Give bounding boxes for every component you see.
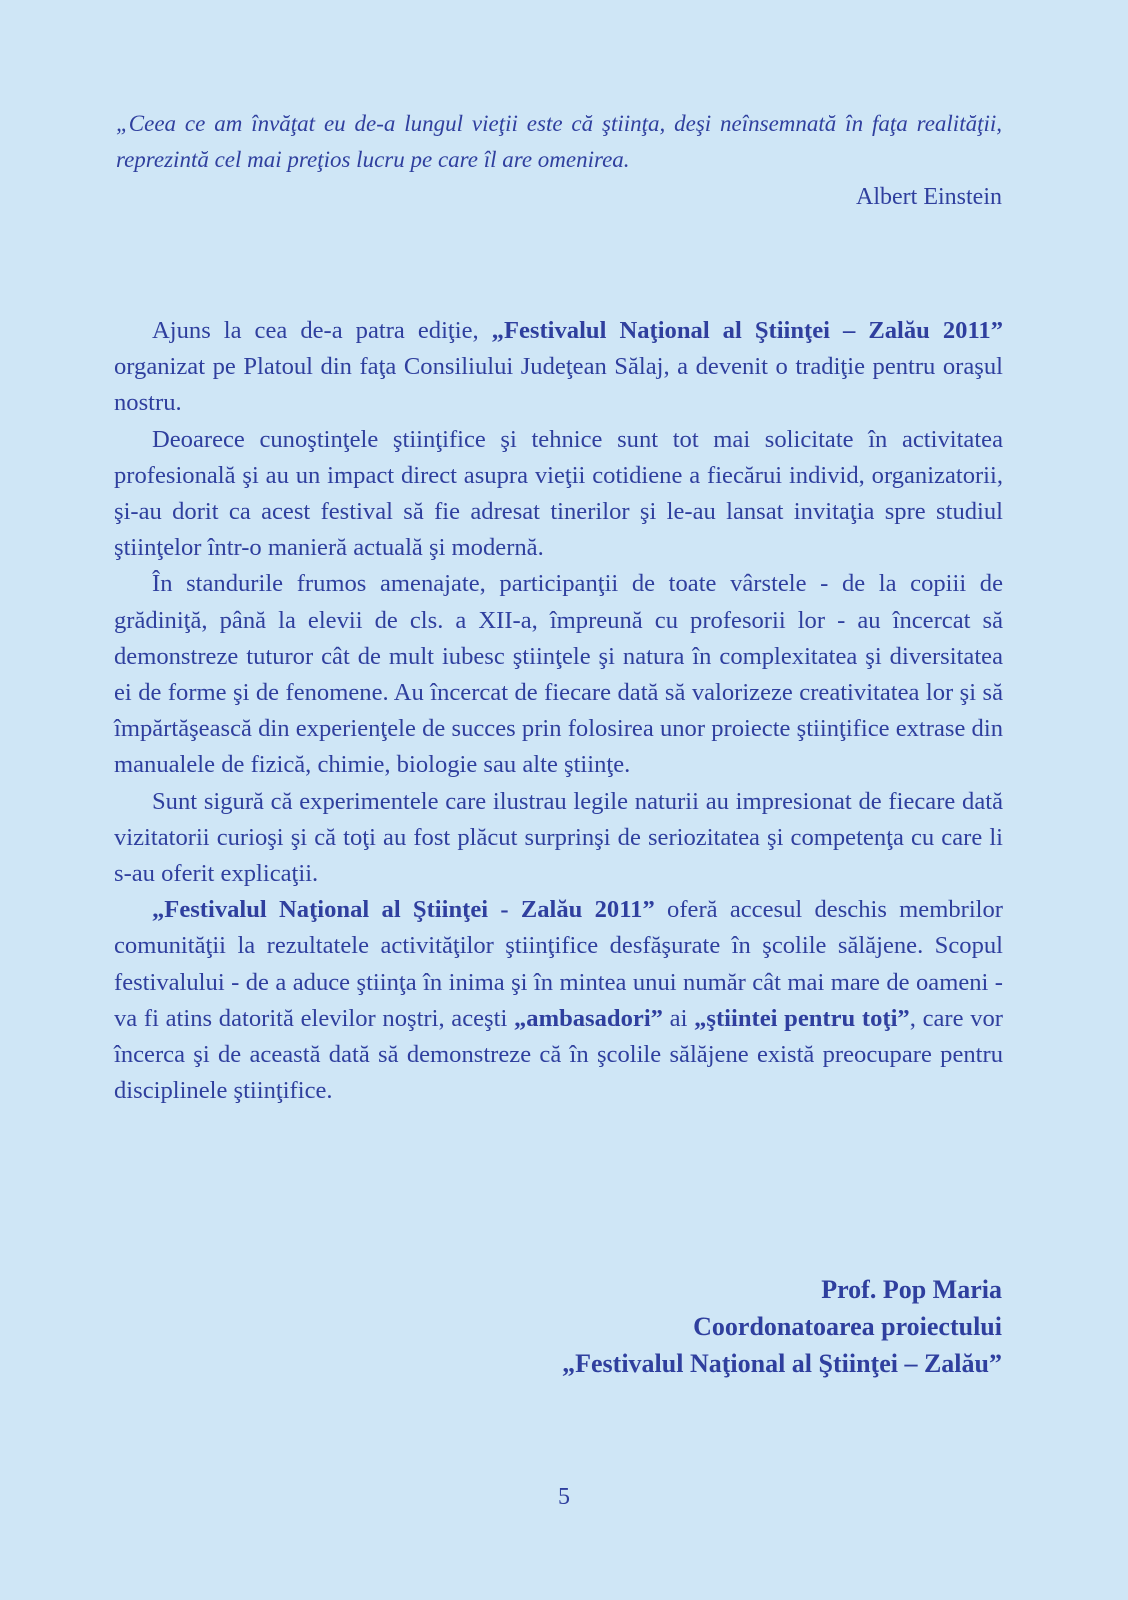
festival-title-2: „Festivalul Naţional al Ştiinţei - Zalău 2011”: [152, 896, 655, 924]
paragraph-1-rest: organizat pe Platoul din faţa Consiliului Judeţean Sălaj, a devenit o tradiţie pentru oraşul nostru.: [114, 353, 1003, 417]
signature-name: Prof. Pop Maria: [821, 1275, 1002, 1304]
signature: [562, 1271, 1002, 1382]
signature-project: „Festivalul Naţional al Ştiinţei – Zalău”: [562, 1349, 1002, 1378]
festival-title: „Festivalul Naţional al Ştiinţei – Zalău 2011”: [491, 317, 1003, 344]
paragraph-5-text-3: , care vor încerca şi de această dată să demonstreze că în şcolile sălăjene există preocupare pentru disciplinele ştiinţifice.: [114, 1004, 1003, 1105]
signature-role: Coordonatoarea proiectului: [693, 1312, 1002, 1341]
paragraph-4: Sunt sigură că experimentele care ilustrau legile naturii au impresionat de fiecare dată vizitatorii curioşi şi că toţi au fost plăcut surprinşi de seriozitatea şi competenţa cu care li s-au oferit explicaţii.: [114, 787, 1003, 888]
paragraph-5: [114, 892, 1003, 1109]
paragraph-3: În standurile frumos amenajate, participanţii de toate vârstele - de la copiii de grădiniţă, până la elevii de cls. a XII-a, împreună cu profesorii lor - au încercat să demonstreze tuturor cât de mult iubesc ştiinţele şi natura în complexitatea şi diversitatea ei de forme şi de fenomene. Au încercat de fiecare dată să valorizeze creativitatea lor şi să împărtăşească din experienţele de succes prin folosirea unor proiecte ştiinţifice extrase din manualele de fizică, chimie, biologie sau alte ştiinţe.: [114, 570, 1003, 779]
epigraph: [116, 106, 1002, 214]
epigraph-quote: „Ceea ce am învăţat eu de-a lungul vieţii este că ştiinţa, deşi neînsemnată în faţa realităţii, reprezintă cel mai preţios lucru pe care îl are omenirea.: [116, 111, 1002, 172]
paragraph-1: [114, 313, 1003, 422]
epigraph-author: Albert Einstein: [856, 184, 1002, 210]
paragraph-5-text-1: oferă accesul deschis membrilor comunităţii la rezultatele activităţilor ştiinţifice desfăşurate în şcolile sălăjene. Scopul festivalului - de a aduce ştiinţa în inima şi în mintea unui număr cât mai mare de oameni - va fi atins datorită elevilor noştri, aceşti: [114, 896, 1003, 1032]
page-number: 5: [558, 1484, 570, 1510]
ambassadors-phrase: „ambasadori”: [514, 1004, 663, 1032]
paragraph-5-text-2: ai: [662, 1004, 695, 1032]
paragraph-1-intro: Ajuns la cea de-a patra ediţie,: [152, 317, 492, 344]
science-for-all-phrase: „ştiintei pentru toţi”: [694, 1004, 910, 1032]
body-text: [114, 313, 1003, 1109]
paragraph-2: Deoarece cunoştinţele ştiinţifice şi tehnice sunt tot mai solicitate în activitatea profesională şi au un impact direct asupra vieţii cotidiene a fiecărui individ, organizatorii, şi-au dorit ca acest festival să fie adresat tinerilor şi le-au lansat invitaţia spre studiul ştiinţelor într-o manieră actuală şi modernă.: [114, 425, 1003, 562]
